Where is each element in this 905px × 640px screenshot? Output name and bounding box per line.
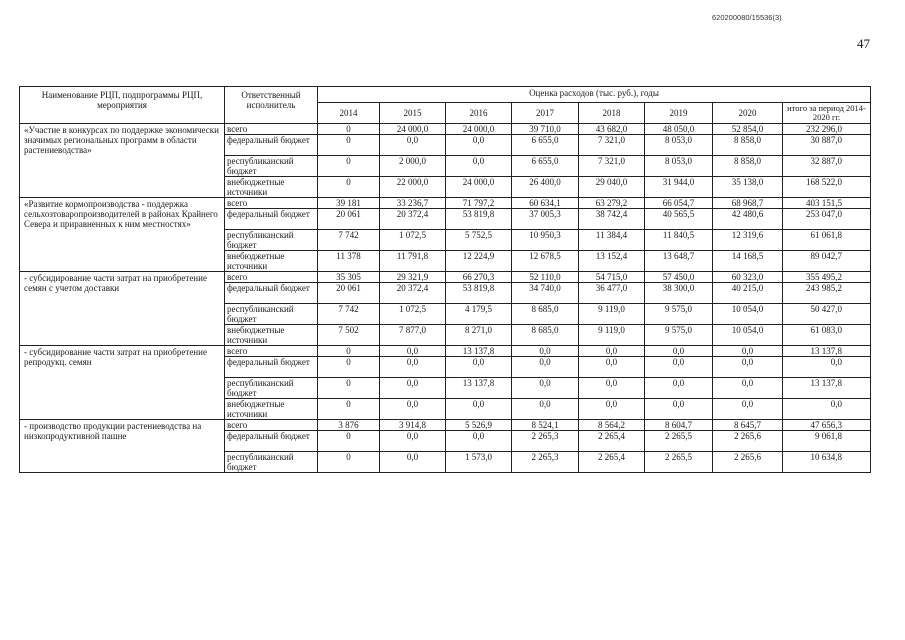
- value-cell: 0,0: [579, 399, 645, 420]
- value-cell: 12 319,6: [713, 230, 783, 251]
- value-cell: 37 005,3: [512, 209, 579, 230]
- value-cell: 9 575,0: [645, 304, 713, 325]
- value-cell: 0: [318, 431, 380, 452]
- value-cell: 13 648,7: [645, 251, 713, 272]
- total-cell: 0,0: [783, 399, 871, 420]
- value-cell: 66 270,3: [446, 272, 512, 283]
- value-cell: 43 682,0: [579, 124, 645, 135]
- value-cell: 2 265,5: [645, 452, 713, 473]
- value-cell: 7 742: [318, 304, 380, 325]
- value-cell: 9 119,0: [579, 304, 645, 325]
- value-cell: 0,0: [380, 346, 446, 357]
- col-header-executor: Ответственный исполнитель: [225, 87, 318, 124]
- value-cell: 0,0: [380, 378, 446, 399]
- value-cell: 40 565,5: [645, 209, 713, 230]
- year-header: 2017: [512, 103, 579, 124]
- total-cell: 50 427,0: [783, 304, 871, 325]
- value-cell: 1 072,5: [380, 230, 446, 251]
- value-cell: 2 265,4: [579, 452, 645, 473]
- total-cell: 355 495,2: [783, 272, 871, 283]
- total-cell: 61 083,0: [783, 325, 871, 346]
- value-cell: 0: [318, 357, 380, 378]
- value-cell: 0,0: [645, 378, 713, 399]
- value-cell: 8 685,0: [512, 304, 579, 325]
- total-cell: 10 634,8: [783, 452, 871, 473]
- value-cell: 33 236,7: [380, 198, 446, 209]
- value-cell: 0,0: [713, 378, 783, 399]
- value-cell: 57 450,0: [645, 272, 713, 283]
- value-cell: 0: [318, 124, 380, 135]
- funding-source: всего: [225, 272, 318, 283]
- program-name: - субсидирование части затрат на приобретение репродукц. семян: [20, 346, 225, 420]
- value-cell: 2 265,6: [713, 431, 783, 452]
- value-cell: 29 321,9: [380, 272, 446, 283]
- table-row: [20, 346, 871, 357]
- total-cell: 13 137,8: [783, 346, 871, 357]
- value-cell: 12 678,5: [512, 251, 579, 272]
- value-cell: 35 305: [318, 272, 380, 283]
- value-cell: 0,0: [645, 399, 713, 420]
- value-cell: 0,0: [380, 399, 446, 420]
- value-cell: 38 742,4: [579, 209, 645, 230]
- value-cell: 52 110,0: [512, 272, 579, 283]
- value-cell: 2 265,6: [713, 452, 783, 473]
- value-cell: 8 053,0: [645, 156, 713, 177]
- value-cell: 2 265,4: [579, 431, 645, 452]
- col-header-costs: Оценка расходов (тыс. руб.), годы: [318, 87, 871, 103]
- value-cell: 39 710,0: [512, 124, 579, 135]
- total-cell: 61 061,8: [783, 230, 871, 251]
- value-cell: 1 573,0: [446, 452, 512, 473]
- total-cell: 403 151,5: [783, 198, 871, 209]
- funding-source: федеральный бюджет: [225, 209, 318, 230]
- funding-source: республиканский бюджет: [225, 230, 318, 251]
- value-cell: 0,0: [713, 357, 783, 378]
- value-cell: 0,0: [579, 378, 645, 399]
- value-cell: 0,0: [446, 431, 512, 452]
- value-cell: 9 119,0: [579, 325, 645, 346]
- year-header: 2015: [380, 103, 446, 124]
- funding-source: внебюджетные источники: [225, 325, 318, 346]
- program-name: - субсидирование части затрат на приобретение семян с учетом доставки: [20, 272, 225, 346]
- value-cell: 0,0: [645, 346, 713, 357]
- value-cell: 20 372,4: [380, 283, 446, 304]
- value-cell: 10 950,3: [512, 230, 579, 251]
- value-cell: 24 000,0: [380, 124, 446, 135]
- value-cell: 9 575,0: [645, 325, 713, 346]
- value-cell: 52 854,0: [713, 124, 783, 135]
- funding-source: внебюджетные источники: [225, 177, 318, 198]
- year-header: 2019: [645, 103, 713, 124]
- value-cell: 60 323,0: [713, 272, 783, 283]
- value-cell: 10 054,0: [713, 325, 783, 346]
- value-cell: 8 564,2: [579, 420, 645, 431]
- value-cell: 0: [318, 135, 380, 156]
- value-cell: 29 040,0: [579, 177, 645, 198]
- value-cell: 71 797,2: [446, 198, 512, 209]
- value-cell: 40 215,0: [713, 283, 783, 304]
- total-cell: 0,0: [783, 357, 871, 378]
- funding-source: всего: [225, 198, 318, 209]
- value-cell: 0,0: [446, 156, 512, 177]
- funding-source: федеральный бюджет: [225, 283, 318, 304]
- value-cell: 0: [318, 346, 380, 357]
- funding-source: всего: [225, 346, 318, 357]
- budget-table: [19, 86, 871, 473]
- funding-source: внебюджетные источники: [225, 251, 318, 272]
- value-cell: 13 137,8: [446, 378, 512, 399]
- value-cell: 8 524,1: [512, 420, 579, 431]
- value-cell: 39 181: [318, 198, 380, 209]
- value-cell: 11 840,5: [645, 230, 713, 251]
- value-cell: 31 944,0: [645, 177, 713, 198]
- year-header: 2020: [713, 103, 783, 124]
- total-cell: 30 887,0: [783, 135, 871, 156]
- total-header: итого за период 2014-2020 гг.: [783, 103, 871, 124]
- value-cell: 0,0: [446, 135, 512, 156]
- funding-source: республиканский бюджет: [225, 378, 318, 399]
- value-cell: 4 179,5: [446, 304, 512, 325]
- value-cell: 1 072,5: [380, 304, 446, 325]
- page-number: 47: [857, 36, 870, 51]
- value-cell: 0: [318, 156, 380, 177]
- value-cell: 14 168,5: [713, 251, 783, 272]
- value-cell: 20 372,4: [380, 209, 446, 230]
- value-cell: 26 400,0: [512, 177, 579, 198]
- year-header: 2014: [318, 103, 380, 124]
- value-cell: 0: [318, 399, 380, 420]
- value-cell: 3 914,8: [380, 420, 446, 431]
- value-cell: 42 480,6: [713, 209, 783, 230]
- value-cell: 0,0: [645, 357, 713, 378]
- value-cell: 13 137,8: [446, 346, 512, 357]
- value-cell: 66 054,7: [645, 198, 713, 209]
- value-cell: 8 053,0: [645, 135, 713, 156]
- value-cell: 53 819,8: [446, 283, 512, 304]
- value-cell: 48 050,0: [645, 124, 713, 135]
- table-row: [20, 198, 871, 209]
- value-cell: 2 265,3: [512, 452, 579, 473]
- table-row: [20, 124, 871, 135]
- value-cell: 35 138,0: [713, 177, 783, 198]
- value-cell: 11 791,8: [380, 251, 446, 272]
- value-cell: 36 477,0: [579, 283, 645, 304]
- funding-source: республиканский бюджет: [225, 156, 318, 177]
- total-cell: 47 656,3: [783, 420, 871, 431]
- value-cell: 8 858,0: [713, 156, 783, 177]
- value-cell: 7 877,0: [380, 325, 446, 346]
- value-cell: 0,0: [380, 135, 446, 156]
- value-cell: 0: [318, 177, 380, 198]
- value-cell: 54 715,0: [579, 272, 645, 283]
- value-cell: 8 271,0: [446, 325, 512, 346]
- value-cell: 0,0: [446, 357, 512, 378]
- value-cell: 5 752,5: [446, 230, 512, 251]
- funding-source: федеральный бюджет: [225, 357, 318, 378]
- value-cell: 6 655,0: [512, 135, 579, 156]
- value-cell: 12 224,9: [446, 251, 512, 272]
- funding-source: республиканский бюджет: [225, 452, 318, 473]
- value-cell: 0,0: [713, 346, 783, 357]
- value-cell: 8 604,7: [645, 420, 713, 431]
- value-cell: 0,0: [512, 378, 579, 399]
- total-cell: 13 137,8: [783, 378, 871, 399]
- value-cell: 8 685,0: [512, 325, 579, 346]
- value-cell: 0,0: [713, 399, 783, 420]
- year-header: 2018: [579, 103, 645, 124]
- table-row: [20, 272, 871, 283]
- value-cell: 7 321,0: [579, 135, 645, 156]
- value-cell: 0: [318, 452, 380, 473]
- funding-source: всего: [225, 124, 318, 135]
- year-header: 2016: [446, 103, 512, 124]
- value-cell: 0,0: [446, 399, 512, 420]
- value-cell: 8 645,7: [713, 420, 783, 431]
- total-cell: 243 985,2: [783, 283, 871, 304]
- funding-source: федеральный бюджет: [225, 135, 318, 156]
- value-cell: 20 061: [318, 209, 380, 230]
- col-header-name: Наименование РЦП, подпрограммы РЦП, мероприятия: [20, 87, 225, 124]
- value-cell: 11 384,4: [579, 230, 645, 251]
- value-cell: 0,0: [380, 452, 446, 473]
- table-row: [20, 420, 871, 431]
- program-name: «Развитие кормопроизводства - поддержка сельхозтоваропроизводителей в районах Крайнего Севера и приравненных к ним местностях»: [20, 198, 225, 272]
- value-cell: 7 742: [318, 230, 380, 251]
- funding-source: всего: [225, 420, 318, 431]
- value-cell: 11 378: [318, 251, 380, 272]
- program-name: - производство продукции растениеводства на низкопродуктивной пашне: [20, 420, 225, 473]
- value-cell: 2 265,5: [645, 431, 713, 452]
- value-cell: 0,0: [512, 357, 579, 378]
- value-cell: 60 634,1: [512, 198, 579, 209]
- value-cell: 13 152,4: [579, 251, 645, 272]
- value-cell: 3 876: [318, 420, 380, 431]
- value-cell: 7 502: [318, 325, 380, 346]
- document-id: 620200080/15536(3): [712, 13, 782, 22]
- value-cell: 0,0: [579, 357, 645, 378]
- value-cell: 2 000,0: [380, 156, 446, 177]
- value-cell: 24 000,0: [446, 124, 512, 135]
- value-cell: 38 300,0: [645, 283, 713, 304]
- value-cell: 24 000,0: [446, 177, 512, 198]
- funding-source: федеральный бюджет: [225, 431, 318, 452]
- total-cell: 253 047,0: [783, 209, 871, 230]
- value-cell: 20 061: [318, 283, 380, 304]
- value-cell: 34 740,0: [512, 283, 579, 304]
- value-cell: 63 279,2: [579, 198, 645, 209]
- value-cell: 10 054,0: [713, 304, 783, 325]
- value-cell: 0,0: [579, 346, 645, 357]
- value-cell: 22 000,0: [380, 177, 446, 198]
- value-cell: 0: [318, 378, 380, 399]
- value-cell: 2 265,3: [512, 431, 579, 452]
- value-cell: 0,0: [512, 399, 579, 420]
- value-cell: 6 655,0: [512, 156, 579, 177]
- total-cell: 32 887,0: [783, 156, 871, 177]
- value-cell: 8 858,0: [713, 135, 783, 156]
- value-cell: 0,0: [512, 346, 579, 357]
- value-cell: 0,0: [380, 357, 446, 378]
- value-cell: 7 321,0: [579, 156, 645, 177]
- total-cell: 9 061,8: [783, 431, 871, 452]
- total-cell: 168 522,0: [783, 177, 871, 198]
- funding-source: республиканский бюджет: [225, 304, 318, 325]
- value-cell: 68 968,7: [713, 198, 783, 209]
- total-cell: 232 296,0: [783, 124, 871, 135]
- value-cell: 5 526,9: [446, 420, 512, 431]
- total-cell: 89 042,7: [783, 251, 871, 272]
- value-cell: 0,0: [380, 431, 446, 452]
- funding-source: внебюджетные источники: [225, 399, 318, 420]
- value-cell: 53 819,8: [446, 209, 512, 230]
- program-name: «Участие в конкурсах по поддержке экономически значимых региональных программ в области растениеводства»: [20, 124, 225, 198]
